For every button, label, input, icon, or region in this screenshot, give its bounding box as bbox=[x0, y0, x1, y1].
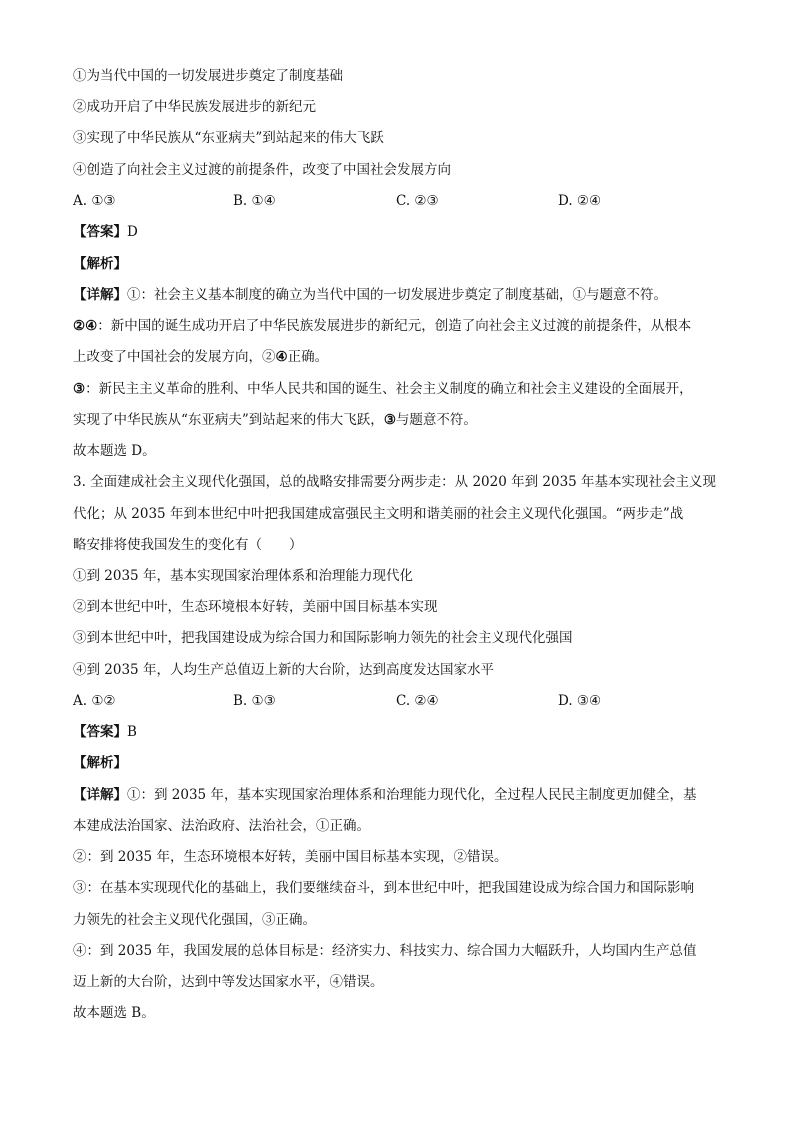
q2-option-b: B. ①④ bbox=[233, 193, 276, 209]
q2-item-3: ③实现了中华民族从“东亚病夫”到站起来的伟大飞跃 bbox=[73, 130, 384, 146]
q3-analysis-label: 【解析】 bbox=[73, 755, 127, 771]
q3-detail-4b: 迈上新的大台阶，达到中等发达国家水平，④错误。 bbox=[73, 974, 384, 990]
q3-detail-3a: ③：在基本实现现代化的基础上，我们要继续奋斗，到本世纪中叶，把我国建设成为综合国力和国际影响 bbox=[73, 880, 694, 896]
answer-value: D bbox=[127, 224, 138, 240]
detail-label: 【详解】 bbox=[73, 287, 127, 303]
q3-detail-3b: 力领先的社会主义现代化强国，③正确。 bbox=[73, 912, 316, 928]
q2-detail-3b: 实现了中华民族从“东亚病夫”到站起来的伟大飞跃，③与题意不符。 bbox=[73, 412, 477, 428]
q3-option-c: C. ②④ bbox=[396, 693, 439, 709]
q3-detail-2: ②：到 2035 年，生态环境根本好转，美丽中国目标基本实现，②错误。 bbox=[73, 849, 508, 865]
q2-options bbox=[73, 192, 723, 210]
q3-item-4: ④到 2035 年，人均生产总值迈上新的大台阶，达到高度发达国家水平 bbox=[73, 662, 494, 678]
q2-detail-2a: ②④：新中国的诞生成功开启了中华民族发展进步的新纪元，创造了向社会主义过渡的前提条件，从根本 bbox=[73, 318, 692, 334]
q3-item-1: ①到 2035 年，基本实现国家治理体系和治理能力现代化 bbox=[73, 568, 413, 584]
q2-item-4: ④创造了向社会主义过渡的前提条件，改变了中国社会发展方向 bbox=[73, 162, 451, 178]
q2-detail-2b: 上改变了中国社会的发展方向，②④正确。 bbox=[73, 349, 329, 365]
q2-answer bbox=[73, 223, 138, 241]
q3-detail-1b: 本建成法治国家、法治政府、法治社会，①正确。 bbox=[73, 818, 370, 834]
q3-stem-1: 3. 全面建成社会主义现代化强国，总的战略安排需要分两步走：从 2020 年到 2035 年基本实现社会主义现 bbox=[73, 474, 717, 490]
q3-option-a: A. ①② bbox=[73, 693, 116, 709]
q3-stem-3: 略安排将使我国发生的变化有（ ） bbox=[73, 537, 303, 553]
q2-option-a: A. ①③ bbox=[73, 193, 116, 209]
q3-answer bbox=[73, 723, 137, 741]
q3-conclusion: 故本题选 B。 bbox=[73, 1005, 155, 1021]
q3-stem-2: 代化；从 2035 年到本世纪中叶把我国建成富强民主文明和谐美丽的社会主义现代化强国。“两步走”战 bbox=[73, 506, 684, 522]
answer-label: 【答案】 bbox=[73, 724, 127, 740]
q2-analysis-label: 【解析】 bbox=[73, 256, 127, 272]
answer-label: 【答案】 bbox=[73, 224, 127, 240]
q3-option-d: D. ③④ bbox=[558, 693, 602, 709]
q2-detail-3a: ③：新民主主义革命的胜利、中华人民共和国的诞生、社会主义制度的确立和社会主义建设的全面展开， bbox=[73, 381, 693, 397]
q3-detail-1a: 【详解】①：到 2035 年，基本实现国家治理体系和治理能力现代化，全过程人民民主制度更加健全，基 bbox=[73, 787, 697, 803]
q2-detail-1: 【详解】①：社会主义基本制度的确立为当代中国的一切发展进步奠定了制度基础，①与题意不符。 bbox=[73, 287, 667, 303]
q2-item-1: ①为当代中国的一切发展进步奠定了制度基础 bbox=[73, 68, 343, 84]
q3-detail-4a: ④：到 2035 年，我国发展的总体目标是：经济实力、科技实力、综合国力大幅跃升，人均国内生产总值 bbox=[73, 943, 697, 959]
q2-conclusion: 故本题选 D。 bbox=[73, 443, 156, 459]
q3-item-2: ②到本世纪中叶，生态环境根本好转，美丽中国目标基本实现 bbox=[73, 599, 438, 615]
answer-value: B bbox=[127, 724, 137, 740]
q3-option-b: B. ①③ bbox=[233, 693, 276, 709]
q2-option-c: C. ②③ bbox=[396, 193, 439, 209]
q3-item-3: ③到本世纪中叶，把我国建设成为综合国力和国际影响力领先的社会主义现代化强国 bbox=[73, 630, 573, 646]
detail-label: 【详解】 bbox=[73, 787, 127, 803]
q3-options bbox=[73, 692, 723, 710]
q2-item-2: ②成功开启了中华民族发展进步的新纪元 bbox=[73, 99, 316, 115]
q2-option-d: D. ②④ bbox=[558, 193, 602, 209]
